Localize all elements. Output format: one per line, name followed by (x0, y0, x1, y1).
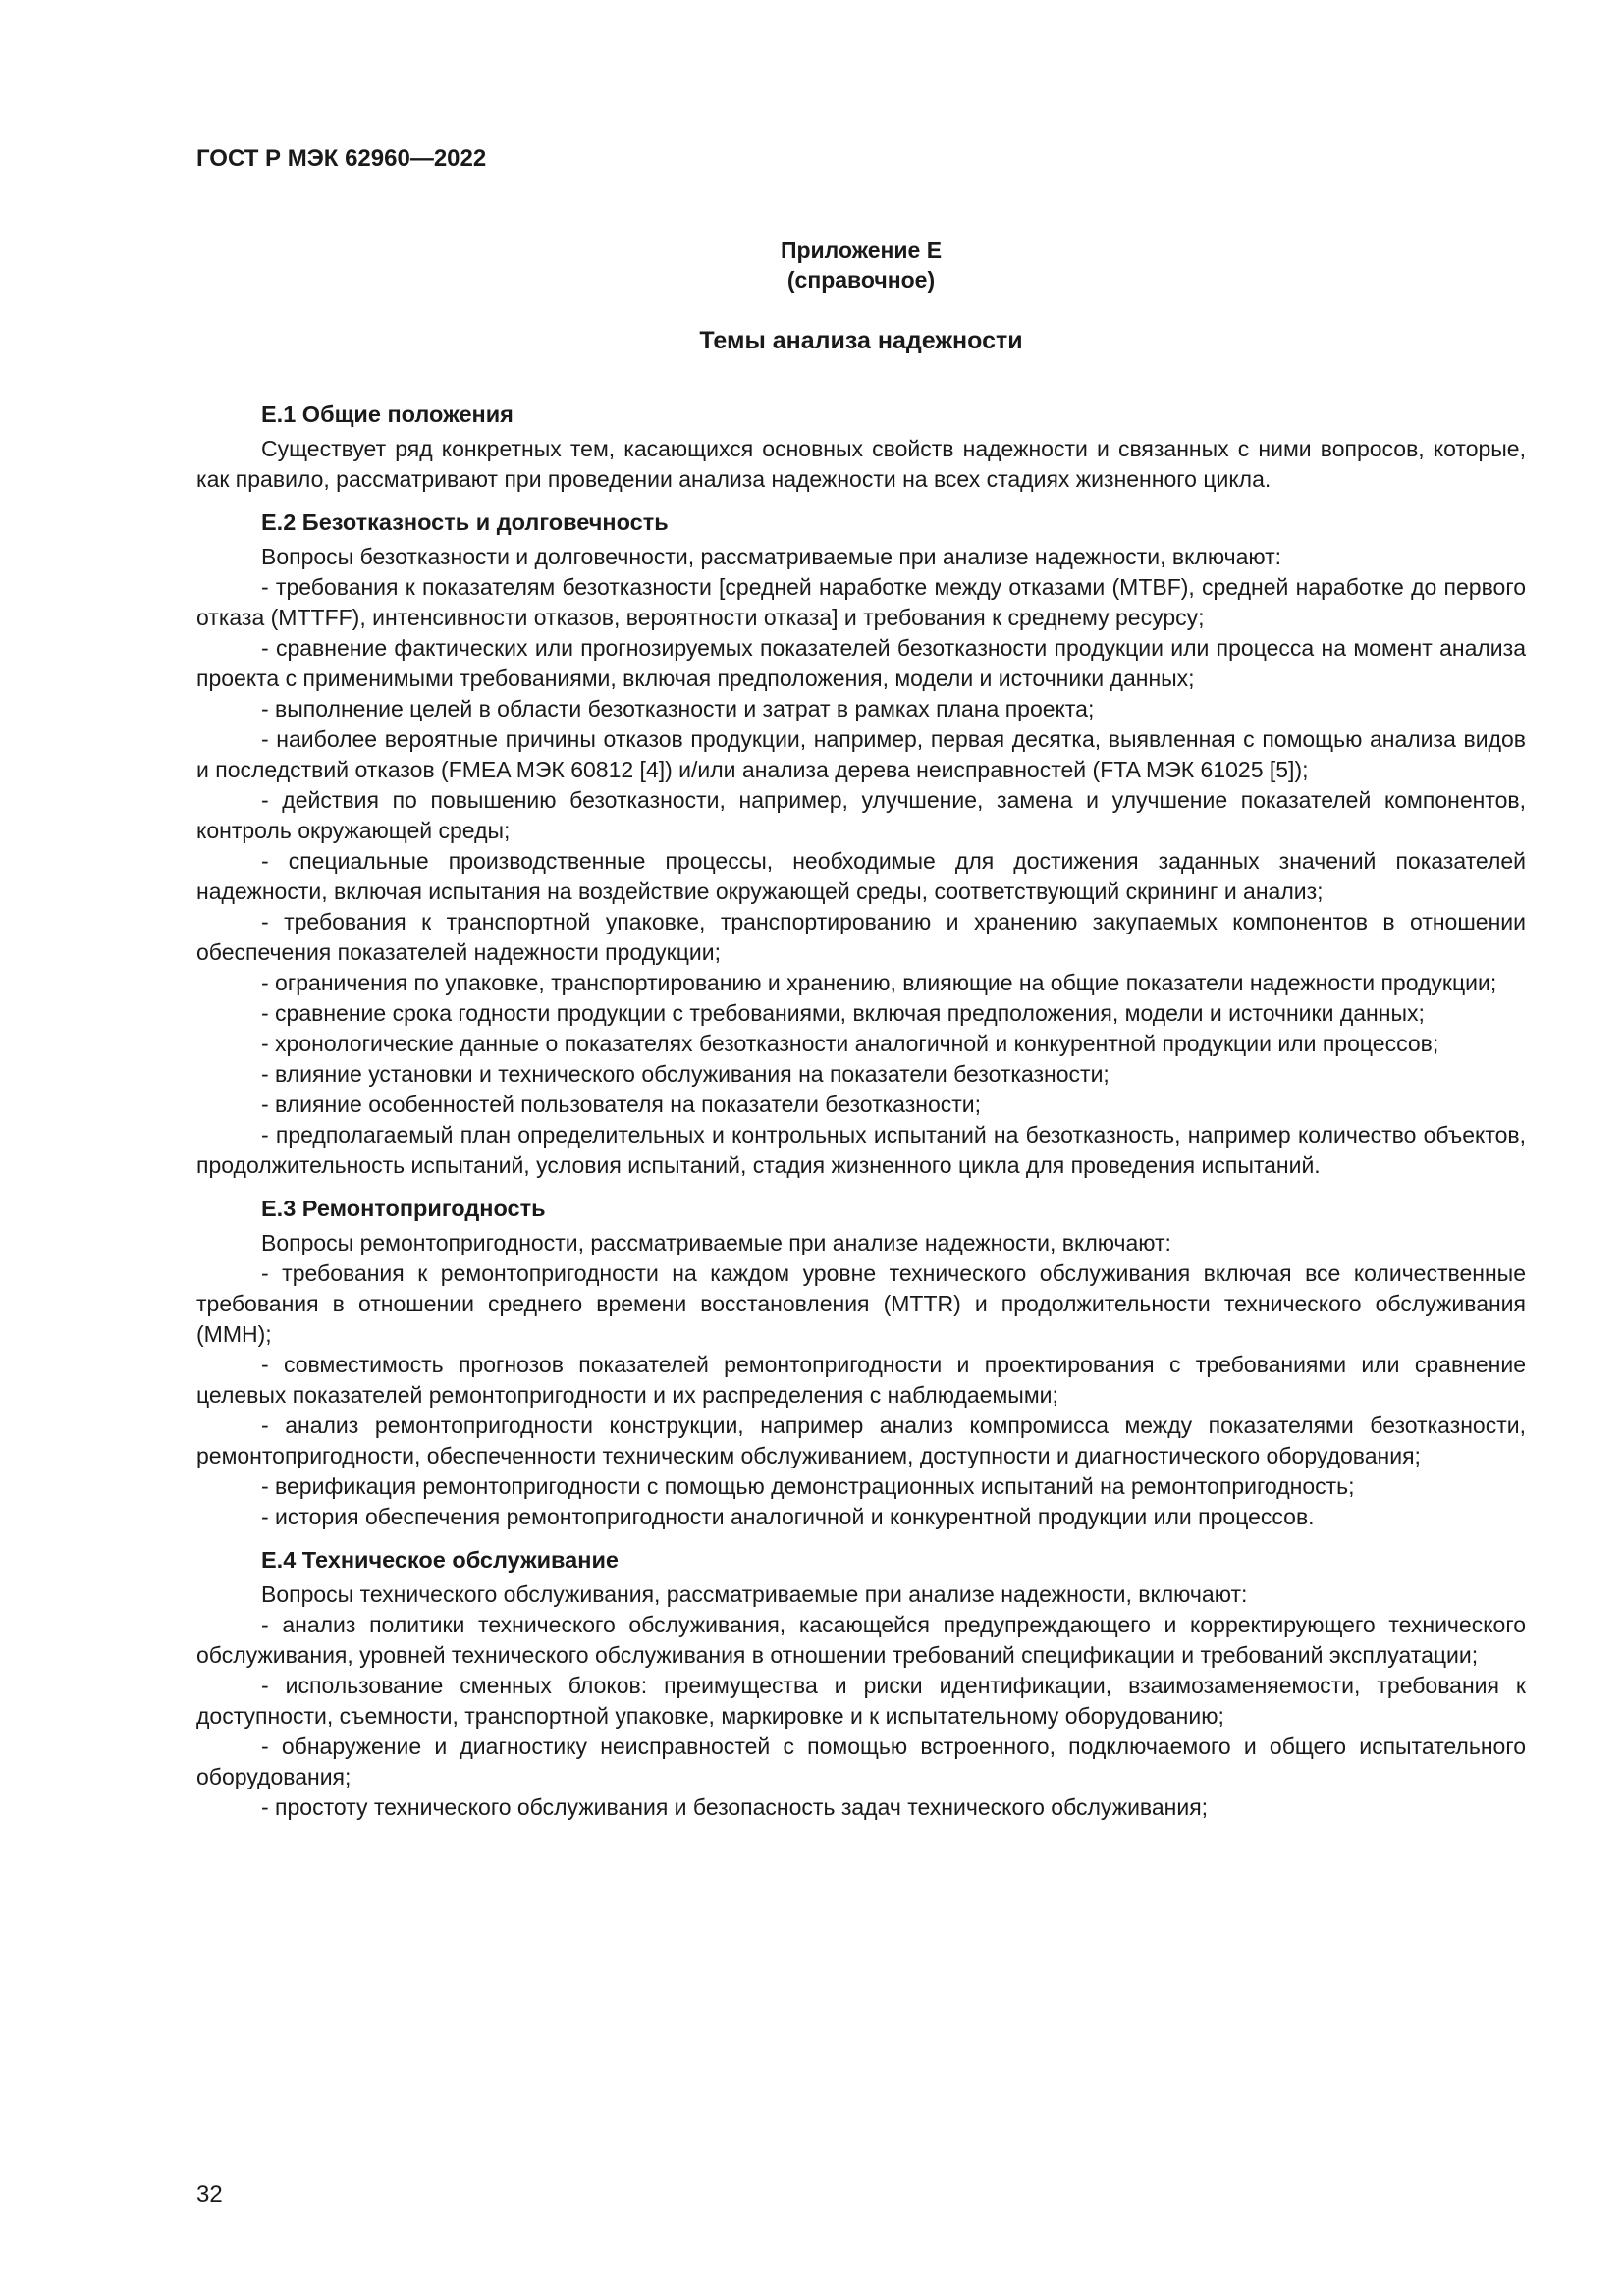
list-item: - обнаружение и диагностику неисправностей с помощью встроенного, подключаемого и общего испытательного оборудования; (196, 1734, 1526, 1789)
list-item: - сравнение фактических или прогнозируемых показателей безотказности продукции или процесса на момент анализа проекта с применимыми требованиями, включая предположения, модели и источники данных; (196, 635, 1526, 691)
section-e4 (196, 1544, 1526, 1823)
section-heading: Е.4 Техническое обслуживание (261, 1547, 619, 1573)
list-item: - анализ политики технического обслуживания, касающейся предупреждающего и корректирующего технического обслуживания, уровней технического обслуживания в отношении требований спецификации и требований эксплуатации; (196, 1612, 1526, 1668)
paragraph: Существует ряд конкретных тем, касающихся основных свойств надежности и связанных с ними вопросов, которые, как правило, рассматривают при проведении анализа надежности на всех стадиях жизненного цикла. (196, 436, 1526, 492)
annex-subtitle: (справочное) (786, 267, 936, 293)
document-code: ГОСТ Р МЭК 62960—2022 (196, 145, 487, 172)
list-item: - требования к показателям безотказности [средней наработке между отказами (MTBF), средней наработке до первого отказа (MTTFF), интенсивности отказов, вероятности отказа] и требования к среднему ресурсу; (196, 574, 1526, 630)
annex-heading: Темы анализа надежности (699, 327, 1023, 354)
list-item: - сравнение срока годности продукции с требованиями, включая предположения, модели и источники данных; (261, 1000, 1425, 1026)
list-item: - наиболее вероятные причины отказов продукции, например, первая десятка, выявленная с помощью анализа видов и последствий отказов (FMEA МЭК 60812 [4]) и/или анализа дерева неисправностей (FTA МЭК 61025 [5]); (196, 726, 1526, 782)
list-item: - требования к ремонтопригодности на каждом уровне технического обслуживания включая все количественные требования в отношении среднего времени восстановления (MTTR) и продолжительности технического обслуживания (MMH); (196, 1260, 1526, 1347)
list-item: - анализ ремонтопригодности конструкции, например анализ компромисса между показателями безотказности, ремонтопригодности, обеспеченности техническим обслуживанием, доступности и диагностического оборудования; (196, 1413, 1526, 1468)
section-e1 (196, 399, 1526, 495)
list-item: - влияние установки и технического обслуживания на показатели безотказности; (261, 1061, 1110, 1087)
section-e3 (196, 1193, 1526, 1532)
section-heading: Е.2 Безотказность и долговечность (261, 509, 669, 535)
list-item: - выполнение целей в области безотказности и затрат в рамках плана проекта; (261, 696, 1095, 721)
annex-title: Приложение Е (780, 238, 943, 263)
list-item: - действия по повышению безотказности, например, улучшение, замена и улучшение показателей компонентов, контроль окружающей среды; (196, 787, 1526, 843)
list-item: - ограничения по упаковке, транспортированию и хранению, влияющие на общие показатели надежности продукции; (261, 970, 1497, 995)
paragraph: Вопросы технического обслуживания, рассматриваемые при анализе надежности, включают: (261, 1581, 1248, 1607)
document-page (196, 145, 1526, 1835)
list-item: - использование сменных блоков: преимущества и риски идентификации, взаимозаменяемости, требования к доступности, съемности, транспортной упаковке, маркировке и к испытательному оборудованию; (196, 1673, 1526, 1729)
list-item: - верификация ремонтопригодности с помощью демонстрационных испытаний на ремонтопригодность; (261, 1473, 1355, 1499)
paragraph: Вопросы ремонтопригодности, рассматриваемые при анализе надежности, включают: (261, 1230, 1171, 1255)
page-number: 32 (196, 2181, 223, 2208)
list-item: - предполагаемый план определительных и контрольных испытаний на безотказность, например количество объектов, продолжительность испытаний, условия испытаний, стадия жизненного цикла для проведения испытаний. (196, 1122, 1526, 1178)
list-item: - простоту технического обслуживания и безопасность задач технического обслуживания; (261, 1794, 1209, 1820)
section-heading: Е.1 Общие положения (261, 401, 514, 427)
list-item: - влияние особенностей пользователя на показатели безотказности; (261, 1092, 982, 1117)
list-item: - специальные производственные процессы, необходимые для достижения заданных значений показателей надежности, включая испытания на воздействие окружающей среды, соответствующий скрининг и анализ; (196, 848, 1526, 904)
paragraph: Вопросы безотказности и долговечности, рассматриваемые при анализе надежности, включают: (261, 544, 1282, 569)
list-item: - история обеспечения ремонтопригодности аналогичной и конкурентной продукции или процессов. (261, 1504, 1315, 1529)
list-item: - хронологические данные о показателях безотказности аналогичной и конкурентной продукции или процессов; (261, 1031, 1439, 1056)
list-item: - требования к транспортной упаковке, транспортированию и хранению закупаемых компонентов в отношении обеспечения показателей надежности продукции; (196, 909, 1526, 965)
list-item: - совместимость прогнозов показателей ремонтопригодности и проектирования с требованиями или сравнение целевых показателей ремонтопригодности и их распределения с наблюдаемыми; (196, 1352, 1526, 1408)
section-e2 (196, 507, 1526, 1181)
section-heading: Е.3 Ремонтопригодность (261, 1196, 546, 1221)
